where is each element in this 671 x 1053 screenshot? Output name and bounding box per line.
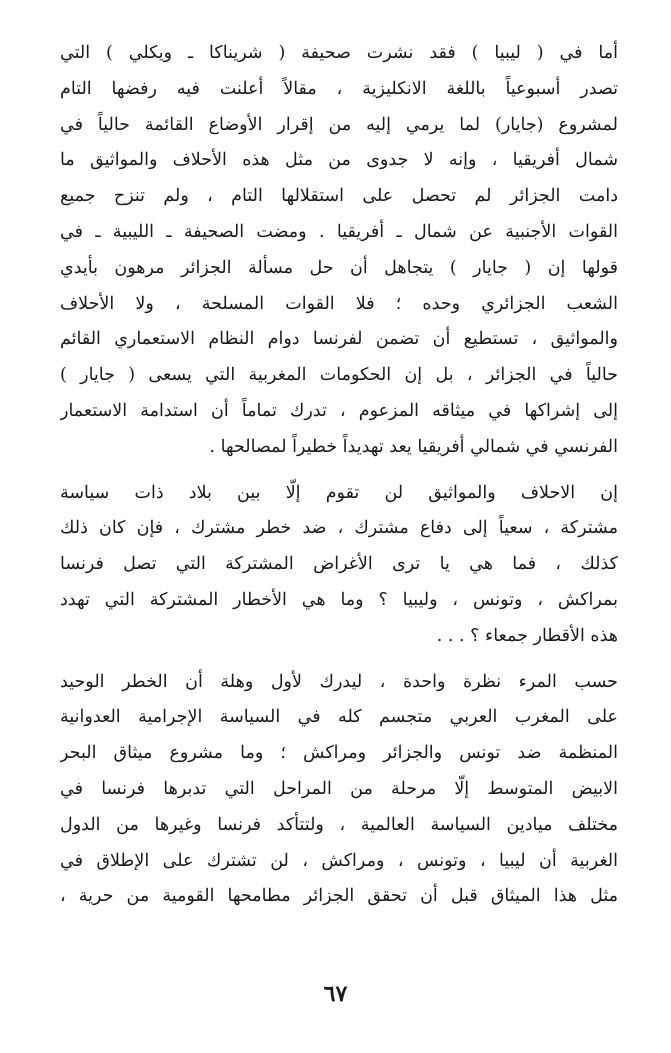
text-line: مختلف ميادين السياسة العالمية ، ولتتأكد فرنسا وغيرها من الدول [60, 814, 618, 835]
text-line: دامت الجزائر لم تحصل على استقلالها التام ، ولم تنزح جميع [60, 186, 618, 207]
text-line: قولها إن ( جايار ) يتجاهل أن حل مسألة الجزائر مرهون بأيدي [60, 257, 618, 278]
page-number: ٦٧ [323, 981, 348, 1007]
text-line: الغربية أن ليبيا ، وتونس ، ومراكش ، لن تشترك على الإطلاق في [60, 850, 618, 871]
text-line: كذلك ، فما هي يا ترى الأغراض المشتركة التي تصل فرنسا [60, 554, 618, 575]
text-line: الفرنسي في شمالي أفريقيا يعد تهديداً خطيراً لمصالحها . [209, 436, 618, 457]
text-line: بمراكش ، وتونس ، وليبيا ؟ وما هي الأخطار المشتركة التي تهدد [60, 589, 618, 610]
text-line: تصدر أسبوعياً باللغة الانكليزية ، مقالاً أعلنت فيه رفضها التام [60, 78, 618, 99]
text-line: هذه الأقطار جمعاء ؟ . . . [436, 625, 618, 646]
text-line: أما في ( ليبيا ) فقد نشرت صحيفة ( شريناكا ـ ويكلي ) التي [60, 43, 618, 63]
paragraph-spacer [60, 655, 618, 665]
text-line: والمواثيق ، تستطيع أن تضمن لفرنسا دوام النظام الاستعماري القائم [60, 329, 618, 350]
text-line: لمشروع (جايار) لما يرمي إليه من إقرار الأوضاع القائمة حالياً في [60, 114, 618, 135]
text-line: مثل هذا الميثاق قبل أن تحقق الجزائر مطامحها القومية من حرية ، [60, 886, 618, 907]
text-line: الابيض المتوسط إلّا مرحلة من المراحل التي تدبرها فرنسا في [60, 778, 618, 799]
text-line: حسب المرء نظرة واحدة ، ليدرك لأول وهلة أن الخطر الوحيد [60, 671, 618, 692]
paragraph-1 [60, 36, 618, 466]
text-line: مشتركة ، سعياً إلى دفاع مشترك ، ضد خطر مشترك ، فإن كان ذلك [60, 518, 618, 539]
text-line: إلى إشراكها في ميثاقه المزعوم ، تدرك تماماً أن استدامة الاستعمار [60, 400, 618, 421]
text-line: القوات الأجنبية عن شمال ـ أفريقيا . ومضت الصحيفة ـ الليبية ـ في [60, 221, 618, 242]
paragraph-2 [60, 476, 618, 655]
body-text [60, 36, 618, 915]
text-line: المنظمة ضد تونس والجزائر ومراكش ؛ وما مشروع ميثاق البحر [60, 743, 618, 764]
paragraph-spacer [60, 466, 618, 476]
text-line: شمال أفريقيا ، وإنه لا جدوى من مثل هذه الأحلاف والمواثيق ما [60, 150, 618, 171]
text-line: على المغرب العربي متجسم كله في السياسة الإجرامية العدوانية [60, 707, 618, 728]
text-line: حالياً في الجزائر ، بل إن الحكومات المغربية التي يسعى ( جايار ) [60, 365, 618, 386]
text-line: الشعب الجزائري وحده ؛ فلا القوات المسلحة ، ولا الأحلاف [60, 293, 618, 314]
paragraph-3 [60, 665, 618, 916]
text-line: إن الاحلاف والمواثيق لن تقوم إلّا بين بلاد ذات سياسة [60, 482, 618, 503]
